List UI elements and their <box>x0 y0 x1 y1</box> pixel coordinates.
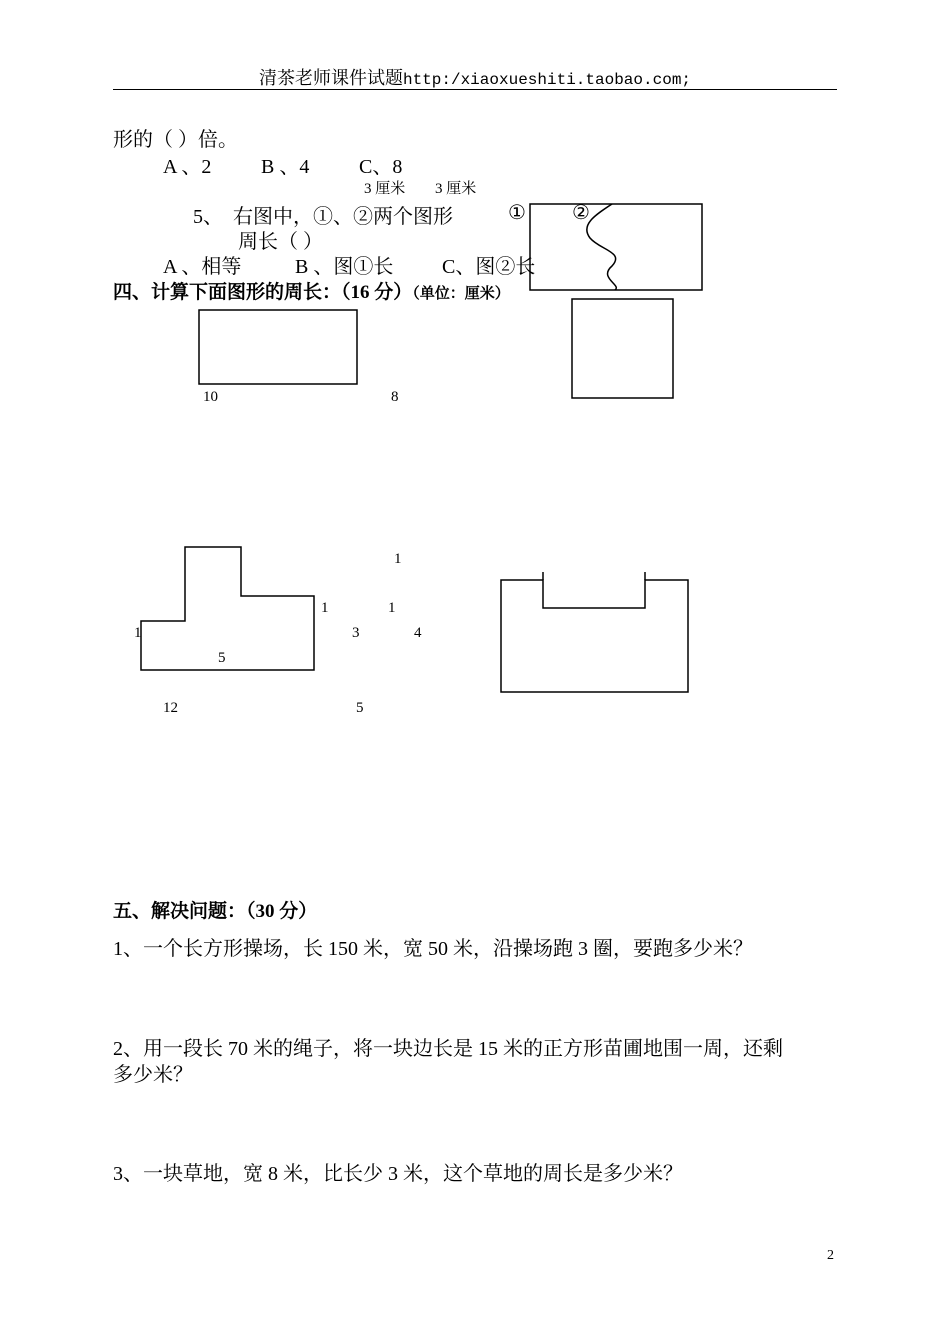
q5-option-a: A 、相等 <box>163 256 242 278</box>
q5-figure-label-1: ① <box>508 202 526 224</box>
q4-tail-line: 形的（ ）倍。 <box>113 129 238 151</box>
header-title: 清茶老师课件试题 <box>258 68 403 88</box>
q5-split-figure <box>530 204 702 290</box>
q4-option-a: A 、2 <box>163 156 212 178</box>
section4-unit: （单位：厘米） <box>412 286 510 302</box>
label-l-step: 1 <box>321 600 329 616</box>
q5-outer-rect <box>530 204 702 290</box>
q5-number: 5、 <box>193 206 223 228</box>
label-u-side: 3 <box>352 625 360 641</box>
q5-option-c: C、图②长 <box>442 256 536 278</box>
label-l-mid: 5 <box>218 650 226 666</box>
q5-option-b: B 、图①长 <box>295 256 394 278</box>
header-url: http:/xiaoxueshiti.taobao.com; <box>402 71 692 89</box>
section4-score: （16 分） <box>341 282 413 303</box>
l-shape-figure <box>141 547 314 670</box>
label-u-bottom: 5 <box>356 700 364 716</box>
label-l-left: 1 <box>134 625 142 641</box>
section5-q2-line2: 多少米？ <box>113 1064 193 1086</box>
q5-text: 右图中，①、②两个图形 <box>233 206 453 228</box>
rectangle-figure <box>199 310 357 384</box>
section5-q2-line1: 2、用一段长 70 米的绳子，将一块边长是 15 米的正方形苗圃地围一周，还剩 <box>113 1038 783 1060</box>
q5-wavy-divider <box>587 204 617 290</box>
section5-q3: 3、一块草地，宽 8 米，比长少 3 米，这个草地的周长是多少米？ <box>113 1163 683 1185</box>
label-rect-width: 10 <box>203 389 218 405</box>
q4-option-c: C、8 <box>359 156 403 178</box>
label-l-bottom: 12 <box>163 700 178 716</box>
q5-text-2: 周长（ ） <box>238 231 323 253</box>
label-u-notch: 1 <box>388 600 396 616</box>
section5-title: 五、解决问题：（30 分） <box>113 901 318 922</box>
label-u-height: 4 <box>414 625 422 641</box>
q5-dim-1: 3 厘米 <box>364 181 406 197</box>
q5-figure-label-2: ② <box>572 202 590 224</box>
q5-dim-2: 3 厘米 <box>435 181 477 197</box>
section4-title-text: 四、计算下面图形的周长： <box>113 282 342 303</box>
notched-rect-figure <box>501 580 688 692</box>
section5-q1: 1、一个长方形操场，长 150 米，宽 50 米，沿操场跑 3 圈，要跑多少米？ <box>113 938 753 960</box>
label-l-top: 1 <box>394 551 402 567</box>
q4-option-b: B 、4 <box>261 156 310 178</box>
page-number: 2 <box>827 1248 834 1263</box>
square-figure <box>572 299 673 398</box>
label-square-side: 8 <box>391 389 399 405</box>
